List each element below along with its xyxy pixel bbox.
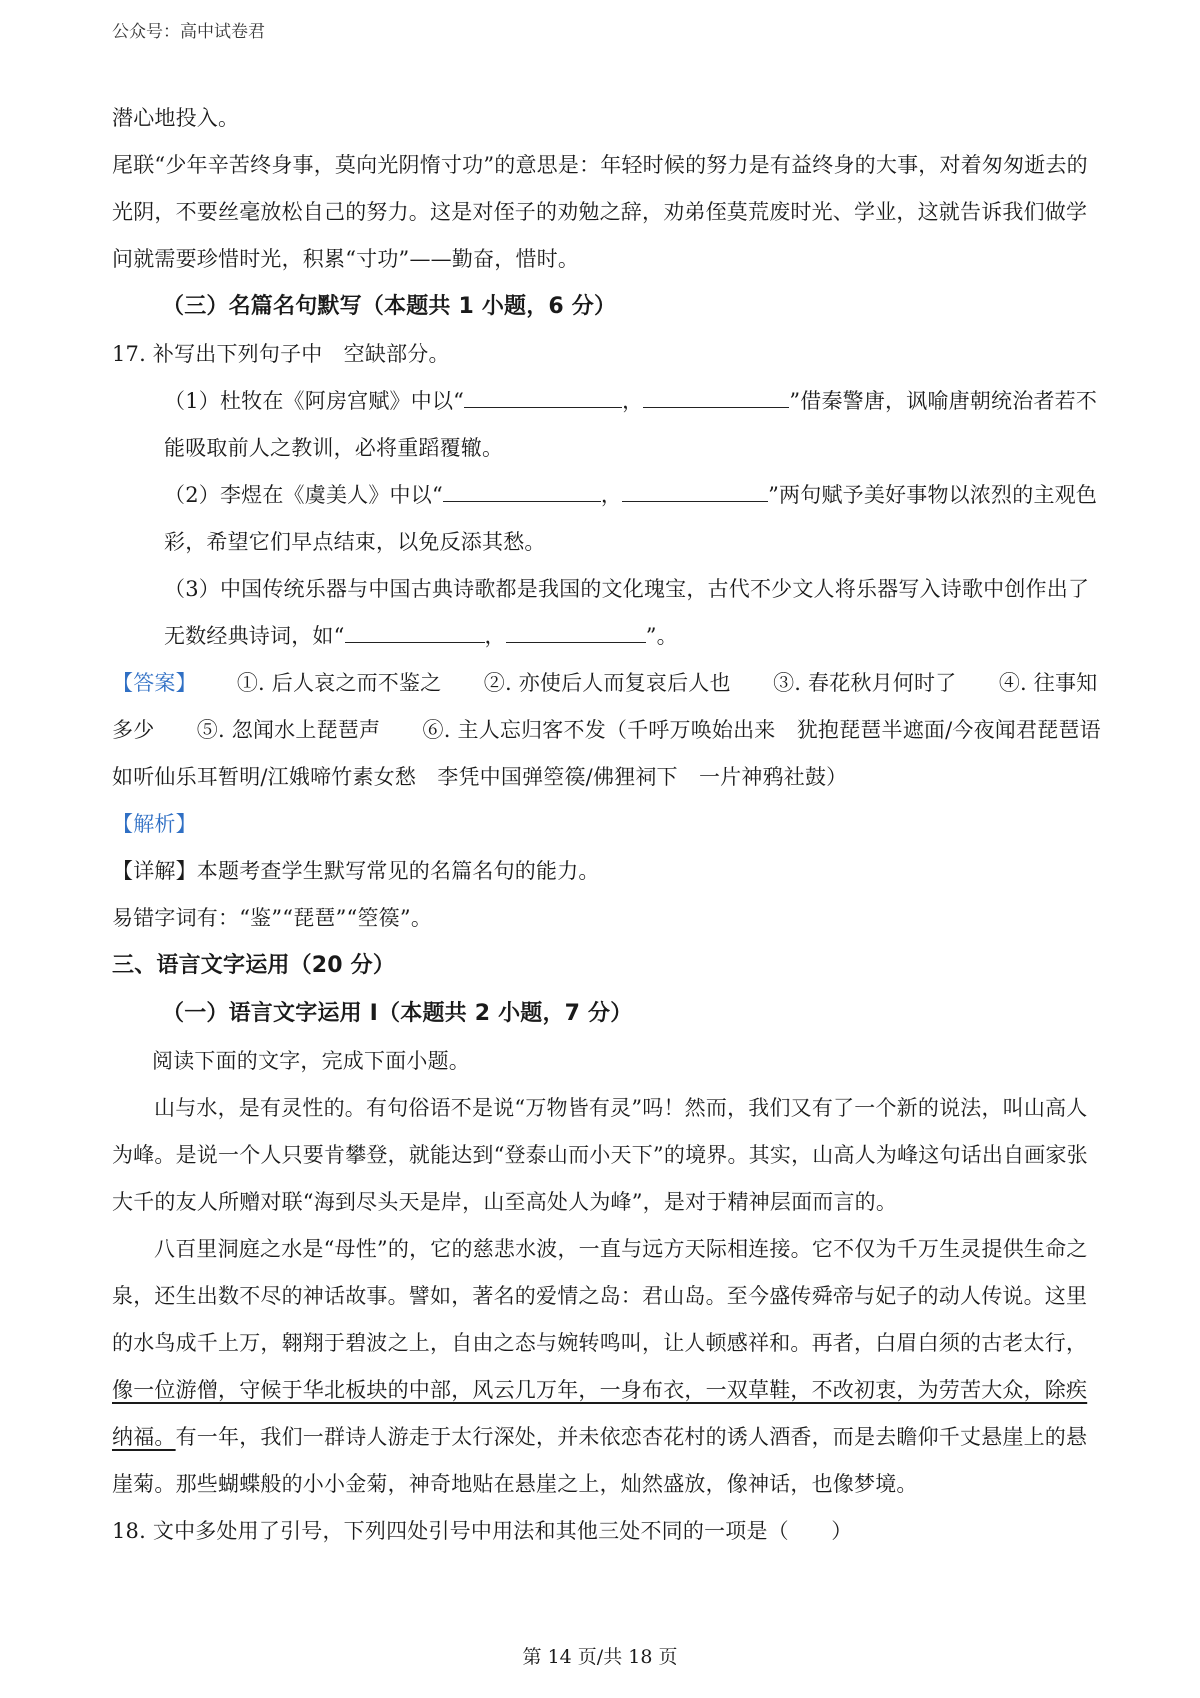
analysis-label: 【解析】: [112, 812, 197, 836]
item-3-blank-1[interactable]: [345, 624, 485, 643]
question-17-item-2: [112, 472, 1102, 566]
section-heading-famous-lines: （三）名篇名句默写（本题共 1 小题，6 分）: [162, 294, 617, 319]
page-header: 公众号：高中试卷君: [112, 22, 265, 42]
item-1-prefix: （1）杜牧在《阿房宫赋》中以“: [164, 389, 465, 413]
item-1-suffix: ”借秦警唐，讽喻唐朝统治者若不能吸取前人之教训，必将重蹈覆辙。: [164, 389, 1098, 460]
reading-passage: [112, 1085, 1102, 1508]
answer-label: 【答案】: [112, 671, 197, 695]
item-1-blank-1[interactable]: [464, 389, 622, 408]
passage-paragraph-2: [112, 1226, 1102, 1508]
answer-text: ①. 后人哀之而不鉴之 ②. 亦使后人而复哀后人也 ③. 春花秋月何时了 ④. 往事知多少 ⑤. 忽闻水上琵琶声 ⑥. 主人忘归客不发（千呼万唤始出来 犹抱琵琶半遮面/今夜闻君琵琶语 如听仙乐耳暂明/江娥啼竹素女愁 李凭中国弹箜篌/佛狸祠下 一片神鸦社鼓）: [112, 671, 1122, 789]
question-17-stem: 17. 补写出下列句子中 空缺部分。: [112, 342, 450, 366]
intro-paragraph: 尾联“少年辛苦终身事，莫向光阴惰寸功”的意思是：年轻时候的努力是有益终身的大事，对着匆匆逝去的光阴，不要丝毫放松自己的努力。这是对侄子的劝勉之辞，劝弟侄莫荒废时光、学业，这就告诉我们做学问就需要珍惜时光，积累“寸功”——勤奋，惜时。: [112, 153, 1088, 271]
subsection-heading-language-use-1: （一）语言文字运用 I（本题共 2 小题，7 分）: [162, 1001, 633, 1026]
item-3-separator: ，: [484, 624, 506, 648]
analysis-typos: 易错字词有：“鉴”“琵琶”“箜篌”。: [112, 906, 433, 930]
item-3-suffix: ”。: [645, 624, 678, 648]
item-1-blank-2[interactable]: [643, 389, 789, 408]
question-17-item-3: [112, 566, 1102, 660]
passage-paragraph-1: 山与水，是有灵性的。有句俗语不是说“万物皆有灵”吗！然而，我们又有了一个新的说法，叫山高人为峰。是说一个人只要肯攀登，就能达到“登泰山而小天下”的境界。其实，山高人为峰这句话出自画家张大千的友人所赠对联“海到尽头天是岸，山至高处人为峰”，是对于精神层面而言的。: [112, 1096, 1088, 1214]
passage-underlined-sentence: 像一位游僧，守候于华北板块的中部，风云几万年，一身布衣，一双草鞋，不改初衷，为劳苦大众，除疾纳福。: [112, 1378, 1088, 1449]
item-3-blank-2[interactable]: [506, 624, 646, 643]
item-3-prefix: （3）中国传统乐器与中国古典诗歌都是我国的文化瑰宝，古代不少文人将乐器写入诗歌中创作出了无数经典诗词，如“: [164, 577, 1090, 648]
reading-instruction: 阅读下面的文字，完成下面小题。: [152, 1049, 470, 1073]
answer-block: [112, 660, 1122, 801]
question-18-stem: 18. 文中多处用了引号，下列四处引号中用法和其他三处不同的一项是（ ）: [112, 1519, 853, 1543]
item-2-suffix: ”两句赋予美好事物以浓烈的主观色彩，希望它们早点结束，以免反添其愁。: [164, 483, 1098, 554]
section-heading-language-use: 三、语言文字运用（20 分）: [112, 953, 396, 978]
item-2-blank-1[interactable]: [443, 483, 601, 502]
item-2-separator: ，: [600, 483, 623, 507]
question-17-item-1: [112, 378, 1102, 472]
passage-p2-after: 有一年，我们一群诗人游走于太行深处，并未依恋杏花村的诱人酒香，而是去瞻仰千丈悬崖上的悬崖菊。那些蝴蝶般的小小金菊，神奇地贴在悬崖之上，灿然盛放，像神话，也像梦境。: [112, 1425, 1088, 1496]
intro-line: 潜心地投入。: [112, 106, 240, 130]
passage-p2-before: 八百里洞庭之水是“母性”的，它的慈悲水波，一直与远方天际相连接。它不仅为千万生灵提供生命之泉，还生出数不尽的神话故事。譬如，著名的爱情之岛：君山岛。至今盛传舜帝与妃子的动人传说。这里的水鸟成千上万，翱翔于碧波之上，自由之态与婉转鸣叫，让人顿感祥和。再者，白眉白须的古老太行，: [112, 1237, 1088, 1355]
item-2-prefix: （2）李煜在《虞美人》中以“: [164, 483, 443, 507]
item-1-separator: ，: [622, 389, 644, 413]
page-footer: 第 14 页/共 18 页: [522, 1646, 678, 1668]
analysis-detail: 【详解】本题考查学生默写常见的名篇名句的能力。: [112, 859, 600, 883]
page-content: [112, 95, 1122, 1555]
item-2-blank-2[interactable]: [622, 483, 768, 502]
